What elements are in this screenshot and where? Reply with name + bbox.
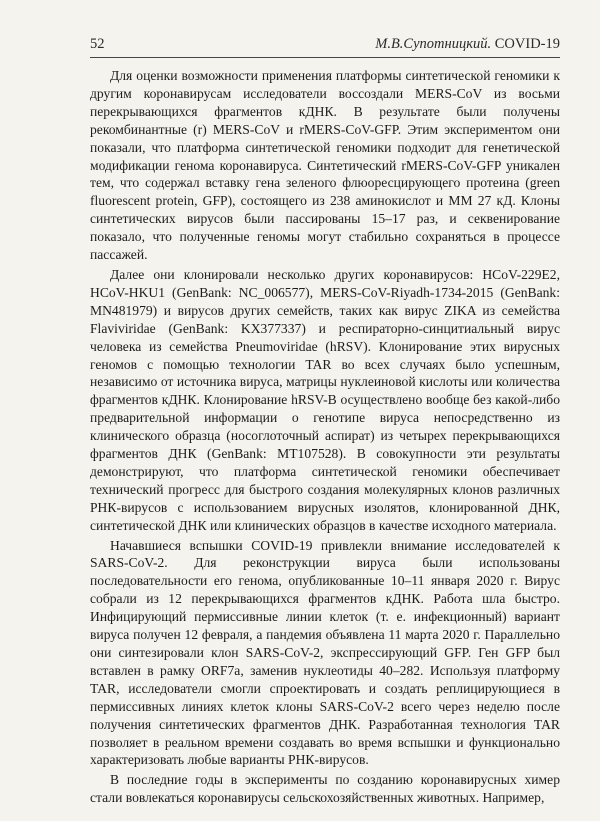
header-divider [90,57,560,58]
paragraph: Начавшиеся вспышки COVID-19 привлекли внимание исследователей к SARS-CoV-2. Для реконструкции вируса были использованы последовательности его генома, опубликованные 10–11 января 2020 г. Вирус собрали из 12 перекрывающихся фрагментов кДНК. Работа шла быстро. Инфицирующий пермиссивные линии клеток (т. е. инфекционный) вариант вируса получен 12 февраля, а пандемия объявлена 11 марта 2020 г. Параллельно они синтезировали клон SARS-CoV-2, экспрессирующий GFP. Ген GFP был вставлен в рамку ORF7a, заменив нуклеотиды 40–282. Используя платформу TAR, исследователи смогли спроектировать и создать реплицирующиеся в пермиссивных линиях клеток клоны SARS-CoV-2 всего через неделю после получения синтетических фрагментов ДНК. Разработанная технология TAR позволяет в реальном времени создавать во время вспышки и функционально характеризовать любые варианты РНК-вирусов. [90,537,560,768]
body-text [90,67,560,809]
running-header [90,36,560,53]
paragraph: Далее они клонировали несколько других коронавирусов: HCoV-229E2, HCoV-HKU1 (GenBank: NC_006577), MERS-CoV-Riyadh-1734-2015 (GenBank: MN481979) и вирусов других семейств, таких как вирус ZIKA из семейства Flaviviridae (GenBank: KX377337) и респираторно-синцитиальный вирус человека из семейства Pneumoviridae (hRSV). Клонирование этих вирусных геномов с помощью технологии TAR во всех случаях было успешным, независимо от источника вируса, матрицы нуклеиновой кислоты или количества фрагментов кДНК. Клонирование hRSV-B осуществлено вообще без какой-либо предварительной информации о генотипе вируса непосредственно из клинического образца (носоглоточный аспират) из четырех перекрывающихся фрагментов ДНК (GenBank: MT107528). В совокупности эти результаты демонстрируют, что платформа синтетической геномики обеспечивает технический прогресс для быстрого создания молекулярных клонов различных РНК-вирусов с использованием вирусных изолятов, клонированной ДНК, синтетической ДНК или клинических образцов в качестве исходного материала. [90,266,560,533]
book-title: COVID-19 [494,36,560,52]
running-title [375,36,560,53]
paragraph: Для оценки возможности применения платформы синтетической геномики к другим коронавирусам исследователи воссоздали MERS-CoV из восьми перекрывающихся фрагментов кДНК. В результате были получены рекомбинантные (r) MERS-CoV и rMERS-CoV-GFP. Этим экспериментом они показали, что платформа синтетической геномики подходит для генетической модификации генома коронавируса. Синтетический rMERS-CoV-GFP уникален тем, что содержал вставку гена зеленого флюоресцирующего протеина (green fluorescent protein, GFP), состоящего из 238 аминокислот и ММ 27 кД. Клоны синтетических вирусов были пассированы 15–17 раз, и секвенирование показало, что полученные геномы могут стабильно сохраняться в процессе пассажей. [90,68,560,263]
author-name: М.В.Супотницкий. [375,36,492,52]
page-number: 52 [90,36,105,52]
paragraph: В последние годы в эксперименты по созданию коронавирусных химер стали вовлекаться коронавирусы сельскохозяйственных животных. Например, [90,772,560,806]
